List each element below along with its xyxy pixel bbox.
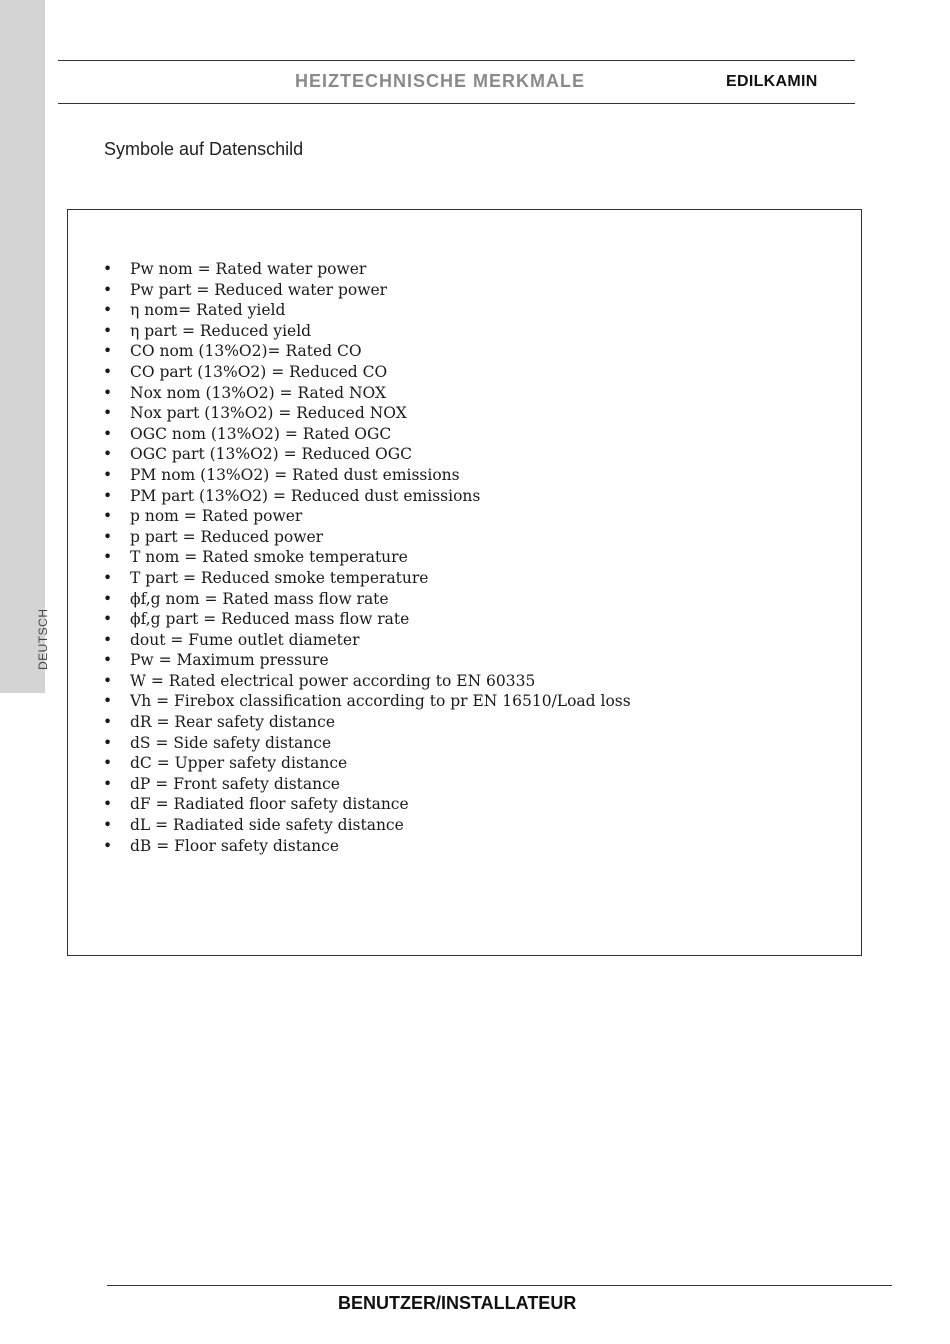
symbol-definition: dR = Rear safety distance [130,713,336,732]
symbol-list-item [103,383,631,404]
header-top-rule [58,60,855,61]
page-header-title: HEIZTECHNISCHE MERKMALE [295,71,586,91]
symbol-definition: dB = Floor safety distance [130,836,340,855]
symbol-list-item [103,568,631,589]
bullet-icon: • [103,568,113,587]
symbol-definition: Nox part (13%O2) = Reduced NOX [130,404,407,423]
symbol-definition: Pw = Maximum pressure [130,651,329,670]
bullet-icon: • [103,404,113,423]
symbol-list-item [103,259,631,280]
bullet-icon: • [103,548,113,567]
symbol-definition: PM nom (13%O2) = Rated dust emissions [130,465,460,484]
bullet-icon: • [103,445,113,464]
bullet-icon: • [103,630,113,649]
symbol-list-item [103,321,631,342]
symbol-list-item [103,794,631,815]
bullet-icon: • [103,754,113,773]
symbol-list-item [103,424,631,445]
bullet-icon: • [103,671,113,690]
symbol-list-item [103,753,631,774]
bullet-icon: • [103,342,113,361]
bullet-icon: • [103,383,113,402]
bullet-icon: • [103,424,113,443]
symbol-list-item [103,362,631,383]
symbol-list-item [103,836,631,857]
symbol-list-item [103,815,631,836]
symbol-definition: η part = Reduced yield [130,321,312,340]
symbol-definition: CO nom (13%O2)= Rated CO [130,342,362,361]
bullet-icon: • [103,507,113,526]
language-side-tab [0,0,45,693]
bullet-icon: • [103,816,113,835]
bullet-icon: • [103,301,113,320]
bullet-icon: • [103,733,113,752]
symbol-list-item [103,300,631,321]
symbol-list-item [103,691,631,712]
symbol-definition: η nom= Rated yield [130,301,286,320]
symbol-list-item [103,733,631,754]
bullet-icon: • [103,362,113,381]
symbol-list [103,259,631,856]
symbol-definition: p nom = Rated power [130,507,303,526]
bullet-icon: • [103,486,113,505]
symbol-list-item [103,589,631,610]
symbol-definition: Pw nom = Rated water power [130,260,367,278]
bullet-icon: • [103,836,113,855]
bullet-icon: • [103,713,113,732]
symbol-list-item [103,774,631,795]
bullet-icon: • [103,651,113,670]
symbol-list-item [103,712,631,733]
symbol-definition: CO part (13%O2) = Reduced CO [130,362,388,381]
section-title: Symbole auf Datenschild [104,139,304,159]
symbol-definition: dL = Radiated side safety distance [130,816,404,835]
symbol-definition: T part = Reduced smoke temperature [130,568,429,587]
symbol-list-item [103,671,631,692]
symbol-list-item [103,341,631,362]
brand-logo: EDILKAMIN [726,73,818,90]
symbol-definition: PM part (13%O2) = Reduced dust emissions [130,486,481,505]
symbol-definition: OGC nom (13%O2) = Rated OGC [130,424,392,443]
symbol-list-item [103,403,631,424]
symbol-definition: OGC part (13%O2) = Reduced OGC [130,445,412,464]
symbol-definition: ϕf,g nom = Rated mass flow rate [130,589,389,608]
bullet-icon: • [103,465,113,484]
symbol-list-item [103,486,631,507]
symbol-definition: dout = Fume outlet diameter [130,630,360,649]
bullet-icon: • [103,692,113,711]
symbol-definition: dF = Radiated floor safety distance [130,795,409,814]
symbol-list-item [103,547,631,568]
symbol-list-item [103,280,631,301]
symbol-list-item [103,650,631,671]
symbol-definition: dP = Front safety distance [130,774,340,793]
language-label: DEUTSCH [36,608,50,670]
symbol-list-item [103,506,631,527]
bullet-icon: • [103,527,113,546]
footer-title: BENUTZER/INSTALLATEUR [338,1293,577,1313]
header-bottom-rule [58,103,855,104]
symbol-list-item [103,609,631,630]
bullet-icon: • [103,589,113,608]
symbol-list-item [103,444,631,465]
symbol-list-item [103,465,631,486]
symbol-list-item [103,630,631,651]
symbol-definition: W = Rated electrical power according to EN 60335 [130,671,536,690]
footer-rule [107,1285,892,1286]
symbol-definition: dS = Side safety distance [130,733,332,752]
bullet-icon: • [103,321,113,340]
symbol-list-item [103,527,631,548]
bullet-icon: • [103,795,113,814]
symbol-definition: Nox nom (13%O2) = Rated NOX [130,383,387,402]
bullet-icon: • [103,280,113,299]
bullet-icon: • [103,610,113,629]
symbol-definition: T nom = Rated smoke temperature [130,548,408,567]
bullet-icon: • [103,774,113,793]
symbol-definition: ϕf,g part = Reduced mass flow rate [130,610,410,629]
symbol-definition: dC = Upper safety distance [130,754,348,773]
bullet-icon: • [103,260,113,278]
symbol-definition: Vh = Firebox classification according to pr EN 16510/Load loss [130,692,631,711]
symbol-definition: Pw part = Reduced water power [130,280,388,299]
symbol-definition: p part = Reduced power [130,527,324,546]
